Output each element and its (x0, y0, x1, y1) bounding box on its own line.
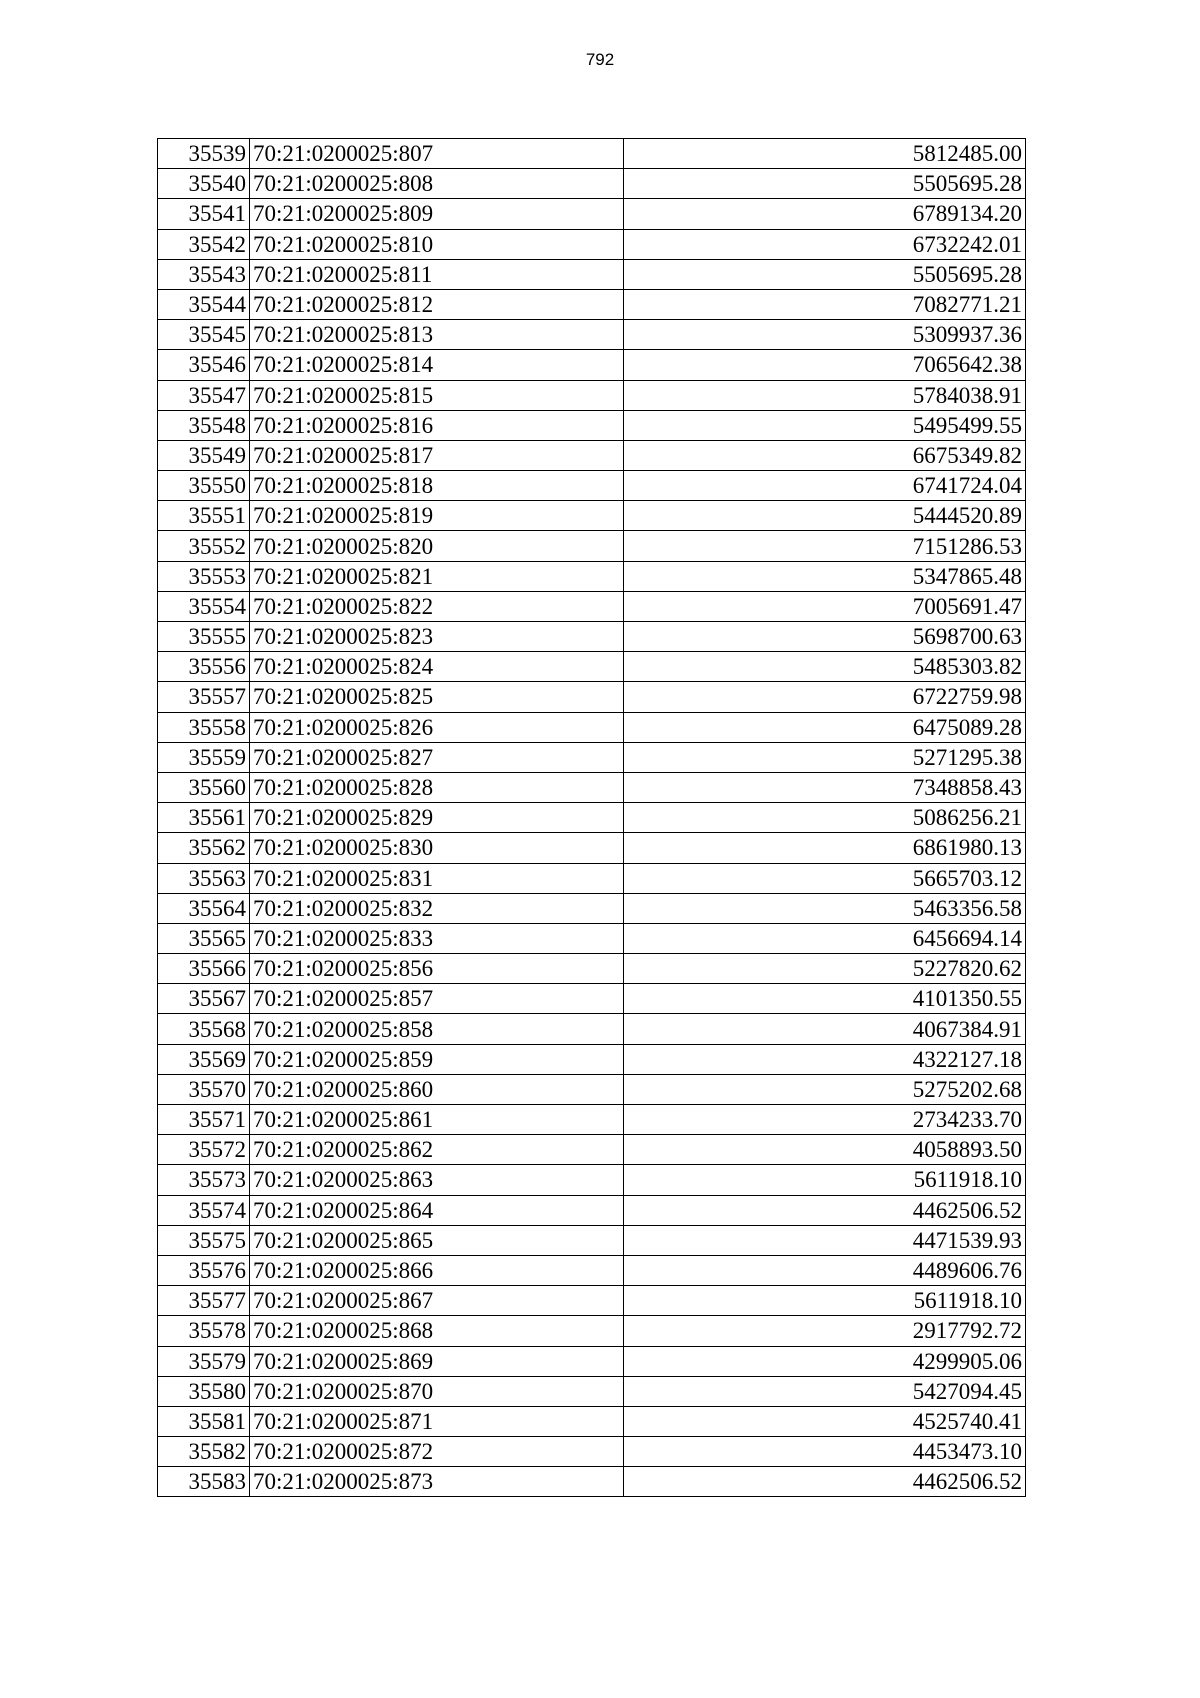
row-number-cell: 35567 (158, 984, 250, 1014)
cadastral-value-cell: 5784038.91 (624, 380, 1026, 410)
table-row (158, 1225, 1026, 1255)
table-row (158, 229, 1026, 259)
table-row (158, 984, 1026, 1014)
row-number-cell: 35574 (158, 1195, 250, 1225)
cadastral-number-cell: 70:21:0200025:831 (250, 863, 624, 893)
row-number-cell: 35580 (158, 1376, 250, 1406)
cadastral-number-cell: 70:21:0200025:866 (250, 1255, 624, 1285)
row-number-cell: 35551 (158, 501, 250, 531)
row-number-cell: 35557 (158, 682, 250, 712)
table-row (158, 1286, 1026, 1316)
cadastral-value-cell: 6722759.98 (624, 682, 1026, 712)
row-number-cell: 35549 (158, 440, 250, 470)
cadastral-value-cell: 4058893.50 (624, 1135, 1026, 1165)
table-row (158, 1074, 1026, 1104)
cadastral-value-cell: 7151286.53 (624, 531, 1026, 561)
table-row (158, 320, 1026, 350)
table-row (158, 1105, 1026, 1135)
row-number-cell: 35556 (158, 652, 250, 682)
cadastral-value-cell: 5505695.28 (624, 259, 1026, 289)
row-number-cell: 35544 (158, 289, 250, 319)
cadastral-value-cell: 7005691.47 (624, 591, 1026, 621)
table-row (158, 712, 1026, 742)
table-row (158, 1376, 1026, 1406)
cadastral-number-cell: 70:21:0200025:822 (250, 591, 624, 621)
table-row (158, 471, 1026, 501)
row-number-cell: 35573 (158, 1165, 250, 1195)
row-number-cell: 35540 (158, 169, 250, 199)
table-row (158, 682, 1026, 712)
cadastral-number-cell: 70:21:0200025:818 (250, 471, 624, 501)
cadastral-value-cell: 4453473.10 (624, 1437, 1026, 1467)
row-number-cell: 35558 (158, 712, 250, 742)
row-number-cell: 35548 (158, 410, 250, 440)
cadastral-number-cell: 70:21:0200025:813 (250, 320, 624, 350)
table-row (158, 1135, 1026, 1165)
cadastral-number-cell: 70:21:0200025:821 (250, 561, 624, 591)
cadastral-value-cell: 5347865.48 (624, 561, 1026, 591)
row-number-cell: 35562 (158, 833, 250, 863)
cadastral-value-cell: 4525740.41 (624, 1406, 1026, 1436)
table-row (158, 410, 1026, 440)
row-number-cell: 35561 (158, 803, 250, 833)
cadastral-value-cell: 4489606.76 (624, 1255, 1026, 1285)
cadastral-value-table (157, 138, 1026, 1497)
table-row (158, 803, 1026, 833)
table-row (158, 380, 1026, 410)
cadastral-number-cell: 70:21:0200025:865 (250, 1225, 624, 1255)
cadastral-value-cell: 5698700.63 (624, 622, 1026, 652)
table-row (158, 501, 1026, 531)
table-row (158, 1044, 1026, 1074)
cadastral-number-cell: 70:21:0200025:857 (250, 984, 624, 1014)
cadastral-value-cell: 6861980.13 (624, 833, 1026, 863)
table-row (158, 1406, 1026, 1436)
cadastral-number-cell: 70:21:0200025:811 (250, 259, 624, 289)
table-row (158, 1316, 1026, 1346)
cadastral-number-cell: 70:21:0200025:814 (250, 350, 624, 380)
table-row (158, 289, 1026, 319)
row-number-cell: 35578 (158, 1316, 250, 1346)
cadastral-value-cell: 5611918.10 (624, 1165, 1026, 1195)
cadastral-value-cell: 7348858.43 (624, 772, 1026, 802)
row-number-cell: 35539 (158, 139, 250, 169)
cadastral-number-cell: 70:21:0200025:807 (250, 139, 624, 169)
cadastral-number-cell: 70:21:0200025:819 (250, 501, 624, 531)
cadastral-number-cell: 70:21:0200025:858 (250, 1014, 624, 1044)
cadastral-number-cell: 70:21:0200025:868 (250, 1316, 624, 1346)
table-row (158, 622, 1026, 652)
cadastral-number-cell: 70:21:0200025:817 (250, 440, 624, 470)
cadastral-value-cell: 4067384.91 (624, 1014, 1026, 1044)
cadastral-value-cell: 4471539.93 (624, 1225, 1026, 1255)
row-number-cell: 35582 (158, 1437, 250, 1467)
cadastral-number-cell: 70:21:0200025:815 (250, 380, 624, 410)
cadastral-number-cell: 70:21:0200025:869 (250, 1346, 624, 1376)
table-row (158, 652, 1026, 682)
row-number-cell: 35565 (158, 923, 250, 953)
cadastral-value-cell: 5812485.00 (624, 139, 1026, 169)
table-body (158, 139, 1026, 1497)
cadastral-value-cell: 5275202.68 (624, 1074, 1026, 1104)
row-number-cell: 35579 (158, 1346, 250, 1376)
cadastral-value-cell: 6789134.20 (624, 199, 1026, 229)
cadastral-number-cell: 70:21:0200025:816 (250, 410, 624, 440)
row-number-cell: 35575 (158, 1225, 250, 1255)
cadastral-number-cell: 70:21:0200025:861 (250, 1105, 624, 1135)
table-row (158, 199, 1026, 229)
row-number-cell: 35554 (158, 591, 250, 621)
cadastral-number-cell: 70:21:0200025:827 (250, 742, 624, 772)
cadastral-value-cell: 6475089.28 (624, 712, 1026, 742)
cadastral-value-cell: 5485303.82 (624, 652, 1026, 682)
cadastral-value-cell: 7065642.38 (624, 350, 1026, 380)
table-row (158, 863, 1026, 893)
cadastral-value-cell: 5665703.12 (624, 863, 1026, 893)
row-number-cell: 35553 (158, 561, 250, 591)
cadastral-number-cell: 70:21:0200025:826 (250, 712, 624, 742)
table-row (158, 1346, 1026, 1376)
row-number-cell: 35569 (158, 1044, 250, 1074)
row-number-cell: 35564 (158, 893, 250, 923)
row-number-cell: 35541 (158, 199, 250, 229)
cadastral-number-cell: 70:21:0200025:824 (250, 652, 624, 682)
cadastral-number-cell: 70:21:0200025:825 (250, 682, 624, 712)
cadastral-number-cell: 70:21:0200025:859 (250, 1044, 624, 1074)
table-row (158, 531, 1026, 561)
table-row (158, 1165, 1026, 1195)
table-row (158, 1437, 1026, 1467)
cadastral-value-cell: 2917792.72 (624, 1316, 1026, 1346)
cadastral-value-cell: 5505695.28 (624, 169, 1026, 199)
row-number-cell: 35552 (158, 531, 250, 561)
table-row (158, 1014, 1026, 1044)
cadastral-value-cell: 4322127.18 (624, 1044, 1026, 1074)
cadastral-number-cell: 70:21:0200025:867 (250, 1286, 624, 1316)
table-row (158, 350, 1026, 380)
row-number-cell: 35550 (158, 471, 250, 501)
cadastral-value-cell: 5227820.62 (624, 954, 1026, 984)
row-number-cell: 35563 (158, 863, 250, 893)
page-number: 792 (585, 50, 615, 69)
cadastral-value-cell: 2734233.70 (624, 1105, 1026, 1135)
cadastral-number-cell: 70:21:0200025:823 (250, 622, 624, 652)
row-number-cell: 35560 (158, 772, 250, 802)
cadastral-value-cell: 6741724.04 (624, 471, 1026, 501)
cadastral-value-cell: 4299905.06 (624, 1346, 1026, 1376)
row-number-cell: 35543 (158, 259, 250, 289)
cadastral-number-cell: 70:21:0200025:873 (250, 1467, 624, 1497)
table-row (158, 440, 1026, 470)
row-number-cell: 35545 (158, 320, 250, 350)
cadastral-number-cell: 70:21:0200025:809 (250, 199, 624, 229)
cadastral-value-cell: 5463356.58 (624, 893, 1026, 923)
table-row (158, 954, 1026, 984)
table-row (158, 169, 1026, 199)
cadastral-value-cell: 5427094.45 (624, 1376, 1026, 1406)
cadastral-number-cell: 70:21:0200025:872 (250, 1437, 624, 1467)
table-row (158, 742, 1026, 772)
cadastral-value-cell: 5611918.10 (624, 1286, 1026, 1316)
cadastral-number-cell: 70:21:0200025:833 (250, 923, 624, 953)
row-number-cell: 35581 (158, 1406, 250, 1436)
table-row (158, 139, 1026, 169)
row-number-cell: 35559 (158, 742, 250, 772)
cadastral-number-cell: 70:21:0200025:830 (250, 833, 624, 863)
row-number-cell: 35542 (158, 229, 250, 259)
row-number-cell: 35547 (158, 380, 250, 410)
cadastral-value-cell: 5309937.36 (624, 320, 1026, 350)
cadastral-number-cell: 70:21:0200025:820 (250, 531, 624, 561)
row-number-cell: 35566 (158, 954, 250, 984)
table-row (158, 1255, 1026, 1285)
cadastral-number-cell: 70:21:0200025:808 (250, 169, 624, 199)
cadastral-value-cell: 5444520.89 (624, 501, 1026, 531)
cadastral-number-cell: 70:21:0200025:832 (250, 893, 624, 923)
cadastral-value-cell: 6456694.14 (624, 923, 1026, 953)
cadastral-value-cell: 4101350.55 (624, 984, 1026, 1014)
cadastral-value-cell: 4462506.52 (624, 1467, 1026, 1497)
cadastral-number-cell: 70:21:0200025:860 (250, 1074, 624, 1104)
table-row (158, 923, 1026, 953)
cadastral-value-cell: 5495499.55 (624, 410, 1026, 440)
cadastral-number-cell: 70:21:0200025:864 (250, 1195, 624, 1225)
row-number-cell: 35571 (158, 1105, 250, 1135)
cadastral-number-cell: 70:21:0200025:812 (250, 289, 624, 319)
table-row (158, 1195, 1026, 1225)
cadastral-number-cell: 70:21:0200025:829 (250, 803, 624, 833)
row-number-cell: 35577 (158, 1286, 250, 1316)
cadastral-value-cell: 6675349.82 (624, 440, 1026, 470)
cadastral-number-cell: 70:21:0200025:828 (250, 772, 624, 802)
cadastral-number-cell: 70:21:0200025:870 (250, 1376, 624, 1406)
cadastral-value-cell: 7082771.21 (624, 289, 1026, 319)
cadastral-number-cell: 70:21:0200025:862 (250, 1135, 624, 1165)
cadastral-number-cell: 70:21:0200025:863 (250, 1165, 624, 1195)
cadastral-number-cell: 70:21:0200025:810 (250, 229, 624, 259)
row-number-cell: 35555 (158, 622, 250, 652)
table-row (158, 893, 1026, 923)
cadastral-number-cell: 70:21:0200025:871 (250, 1406, 624, 1436)
row-number-cell: 35546 (158, 350, 250, 380)
table-row (158, 833, 1026, 863)
row-number-cell: 35583 (158, 1467, 250, 1497)
cadastral-value-cell: 4462506.52 (624, 1195, 1026, 1225)
row-number-cell: 35572 (158, 1135, 250, 1165)
cadastral-value-cell: 5086256.21 (624, 803, 1026, 833)
table-row (158, 1467, 1026, 1497)
table-row (158, 772, 1026, 802)
cadastral-value-cell: 5271295.38 (624, 742, 1026, 772)
row-number-cell: 35576 (158, 1255, 250, 1285)
table-row (158, 591, 1026, 621)
cadastral-number-cell: 70:21:0200025:856 (250, 954, 624, 984)
table-row (158, 259, 1026, 289)
row-number-cell: 35568 (158, 1014, 250, 1044)
row-number-cell: 35570 (158, 1074, 250, 1104)
table-row (158, 561, 1026, 591)
cadastral-value-cell: 6732242.01 (624, 229, 1026, 259)
